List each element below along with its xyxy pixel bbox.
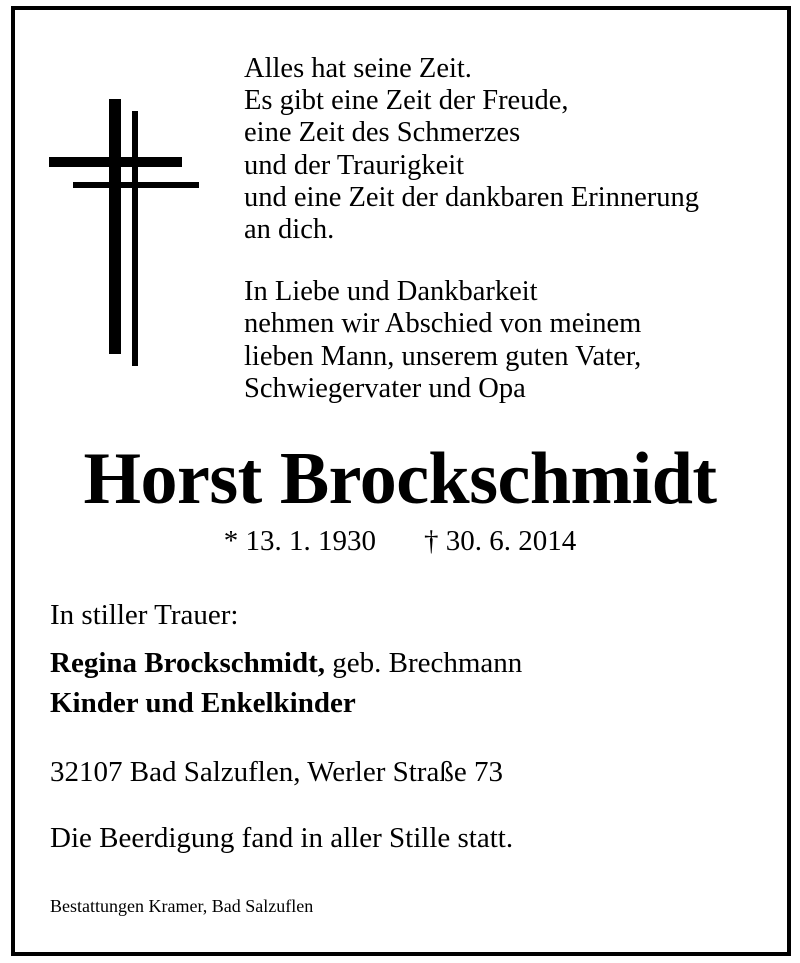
mourner-spouse	[50, 644, 522, 682]
spouse-name: Regina Brockschmidt,	[50, 647, 325, 679]
mourner-family: Kinder und Enkelkinder	[50, 687, 356, 719]
birth-date: * 13. 1. 1930	[223, 525, 376, 557]
mourning-label: In stiller Trauer:	[50, 599, 239, 631]
cross-horizontal-bar	[49, 157, 182, 167]
farewell-line: nehmen wir Abschied von meinem	[244, 308, 642, 340]
spouse-maiden-name: geb. Brechmann	[324, 647, 523, 679]
funeral-note: Die Beerdigung fand in aller Stille statt.	[50, 822, 514, 854]
poem-line: an dich.	[244, 214, 335, 246]
deceased-name: Horst Brockschmidt	[83, 438, 717, 520]
poem-text	[244, 53, 784, 405]
life-dates	[0, 522, 800, 560]
poem-line: Alles hat seine Zeit.	[244, 53, 472, 84]
poem-line: und der Traurigkeit	[244, 149, 465, 181]
poem-line: eine Zeit des Schmerzes	[244, 117, 521, 149]
farewell-line: Schwiegervater und Opa	[244, 372, 526, 404]
cross-vertical-bar-thin	[132, 111, 138, 366]
paragraph-gap	[244, 246, 784, 276]
death-date: † 30. 6. 2014	[424, 525, 577, 557]
poem-line: und eine Zeit der dankbaren Erinnerung	[244, 181, 700, 213]
farewell-line: In Liebe und Dankbarkeit	[244, 276, 538, 308]
farewell-line: lieben Mann, unserem guten Vater,	[244, 340, 642, 372]
address: 32107 Bad Salzuflen, Werler Straße 73	[50, 756, 503, 788]
cross-vertical-bar	[109, 99, 121, 354]
cross-horizontal-bar-thin	[73, 182, 199, 188]
poem-line: Es gibt eine Zeit der Freude,	[244, 85, 569, 117]
undertaker-credit: Bestattungen Kramer, Bad Salzuflen	[50, 896, 314, 916]
